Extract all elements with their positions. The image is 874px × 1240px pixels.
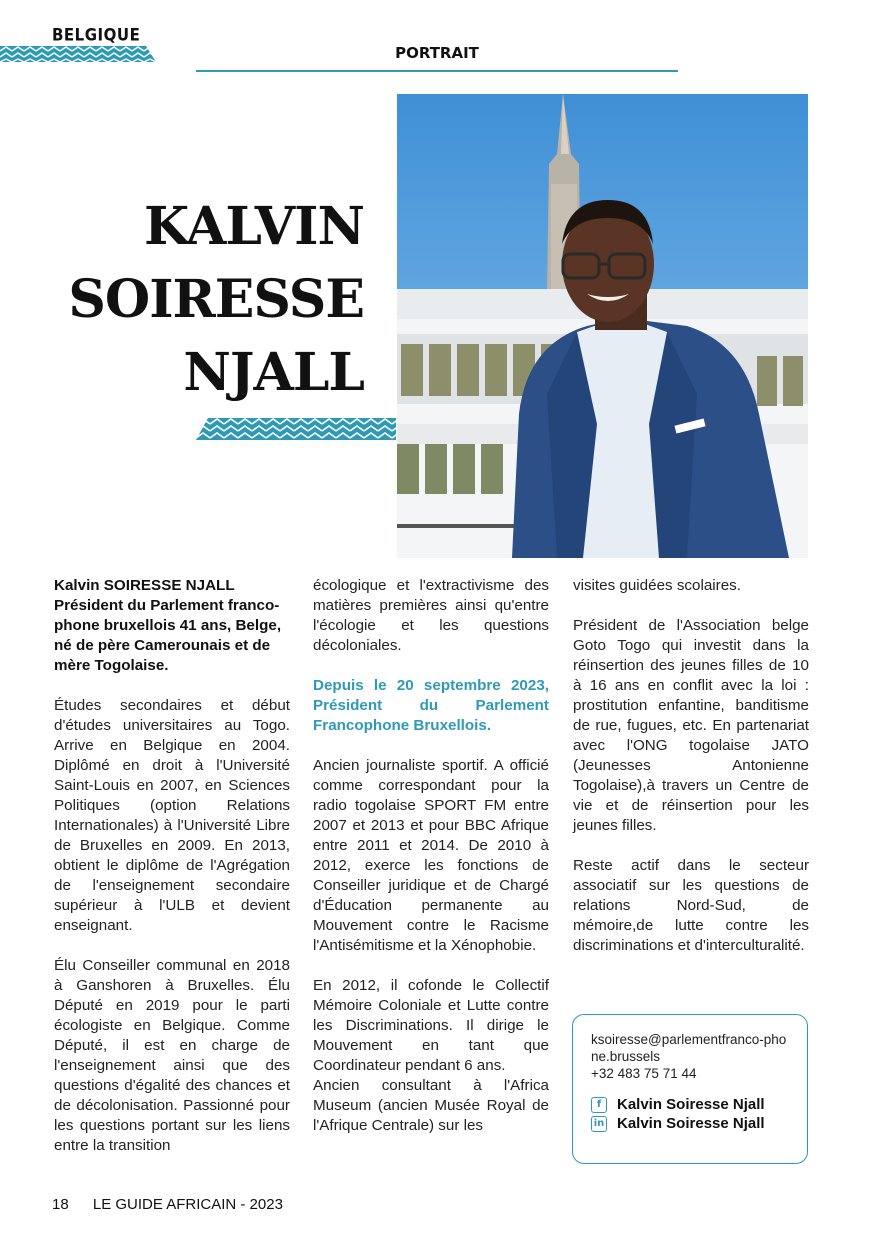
paragraph: visites guidées scolaires.	[573, 577, 741, 594]
facebook-icon: f	[591, 1097, 607, 1113]
title-line-3: NJALL	[183, 342, 364, 403]
section-tag: BELGIQUE	[52, 25, 141, 45]
highlight-paragraph: Depuis le 20 septembre 2023, Président du Parlement Francophone Bruxellois.	[313, 677, 549, 734]
paragraph: Études secondaires et début d'études universitaires au Togo. Arrive en Belgique en 2004. Diplômé en droit à l'Université Saint-Louis en 2007, en Sciences Politiques (option Relations Internationales) à l'Université Libre de Bruxelles en 2009. En 2013, obtient le diplôme de l'Agrégation de l'enseignement secondaire supérieur à l'ULB et devient enseignant.	[54, 697, 290, 934]
facebook-name: Kalvin Soiresse Njall	[617, 1096, 765, 1113]
article-column-2	[313, 576, 549, 1156]
paragraph: Élu Conseiller communal en 2018 à Ganshoren à Bruxelles. Élu Député en 2019 pour le parti écologiste en Belgique. Comme Député, il est en charge de l'enseignement ainsi que des questions d'égalité des chances et de décolonisation. Passionné pour les questions portant sur les liens entre la transition	[54, 957, 290, 1154]
page-number: 18	[52, 1196, 69, 1213]
linkedin-name: Kalvin Soiresse Njall	[617, 1115, 765, 1132]
decorative-zigzag-band	[0, 46, 156, 62]
paragraph: Reste actif dans le secteur associatif sur les questions de relations Nord-Sud, de mémoire,de lutte contre les discriminations et d'interculturalité.	[573, 857, 809, 954]
linkedin-icon: in	[591, 1116, 607, 1132]
article-column-3	[573, 576, 809, 976]
paragraph: Président de l'Association belge Goto Togo qui investit dans la réinsertion des jeunes filles de 10 à 16 ans en conflit avec la loi : prostitution enfantine, banditisme de rue, fugues, etc. En partenariat avec l'ONG togolaise JATO (Jeunesses Antonienne Togolaise),à travers un Centre de vie et de réinsertion pour les jeunes filles.	[573, 617, 809, 834]
paragraph: écologique et l'extractivisme des matières premières ainsi qu'entre l'écologie et les questions décoloniales.	[313, 577, 549, 654]
contact-phone[interactable]: +32 483 75 71 44	[591, 1066, 697, 1081]
decorative-zigzag-band	[196, 418, 396, 440]
contact-box	[572, 1014, 808, 1164]
page-title	[24, 190, 364, 409]
portrait-photo	[397, 94, 808, 558]
contact-email[interactable]: ksoiresse@parlementfranco-phone.brussels	[591, 1032, 787, 1064]
rubric-label: PORTRAIT	[395, 44, 479, 62]
paragraph: Ancien consultant à l'Africa Museum (ancien Musée Royal de l'Afrique Centrale) sur les	[313, 1077, 549, 1134]
paragraph: En 2012, il cofonde le Collectif Mémoire Coloniale et Lutte contre les Discriminations. Il dirige le Mouvement en tant que Coordinateur pendant 6 ans.	[313, 977, 549, 1074]
page-footer	[52, 1196, 283, 1213]
article-column-1	[54, 576, 290, 1176]
title-line-1: KALVIN	[143, 196, 364, 257]
publication-name: LE GUIDE AFRICAIN - 2023	[92, 1196, 283, 1213]
title-line-2: SOIRESSE	[68, 269, 364, 330]
lead-paragraph: Kalvin SOIRESSE NJALL Président du Parlement franco-phone bruxellois 41 ans, Belge, né de père Camerounais et de mère Togolaise.	[54, 577, 282, 674]
rubric-divider	[196, 70, 678, 72]
linkedin-link[interactable]	[591, 1115, 789, 1132]
paragraph: Ancien journaliste sportif. A officié comme correspondant pour la radio togolaise SPORT FM entre 2007 et 2013 et pour BBC Afrique entre 2011 et 2014. De 2010 à 2012, exerce les fonctions de Conseiller juridique et de Chargé d'Éducation permanente au Mouvement contre le Racisme l'Antisémitisme et la Xénophobie.	[313, 757, 549, 954]
facebook-link[interactable]	[591, 1096, 789, 1113]
